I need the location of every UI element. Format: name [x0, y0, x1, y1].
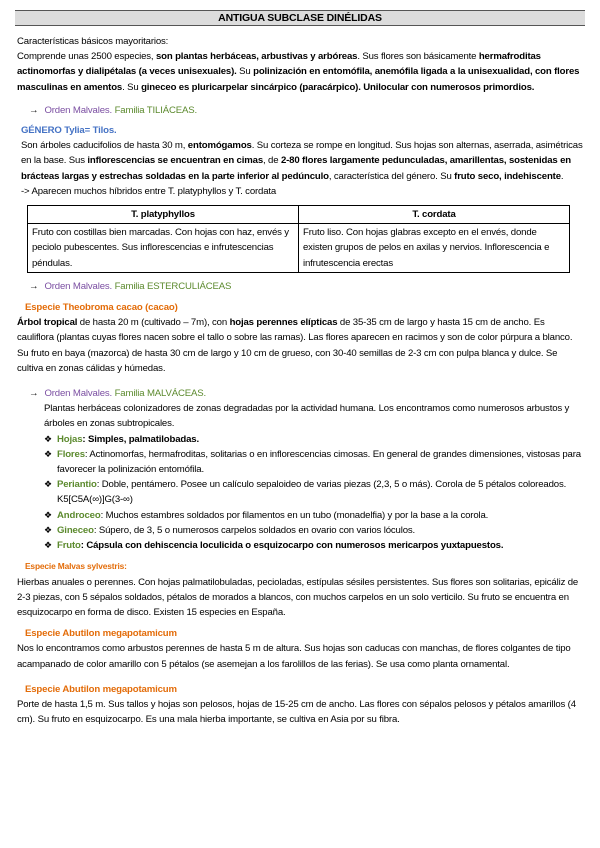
species-abutilon-heading: Especie Abutilon megapotamicum: [25, 628, 177, 640]
family-malvaceas-heading: → Orden Malvales. Familia MALVÁCEAS.: [29, 388, 207, 400]
table-header-row: [28, 206, 570, 224]
family-tiliaceas-heading: → Orden Malvales. Familia TILIÁCEAS.: [29, 104, 198, 116]
table-cell: Fruto liso. Con hojas glabras excepto en el envés, donde existen grupos de pelos en axilas y nervios. Inflorescencia e infrutescencia erectas: [299, 224, 570, 273]
table-cell: Fruto con costillas bien marcadas. Con hojas con haz, envés y peciolo pubescentes. Sus inflorescencias e infrutescencias péndulas.: [28, 224, 299, 273]
species-abutilon-description: Nos lo encontramos como arbustos perennes de hasta 5 m de altura. Sus hojas son caducas con manchas, de flores colgantes de tipo acampanado de color amarillo con 5 pétalos (se asemejan a los farolillos de las ferias). Se usa como planta ornamental.: [17, 643, 571, 670]
diamond-bullet-icon: ❖: [44, 433, 52, 444]
arrow-icon: →: [29, 388, 39, 400]
malvaceas-description: Plantas herbáceas colonizadores de zonas degradadas por la actividad humana. Los encontramos como numerosos arbustos y árboles en zonas subtropicales.: [44, 403, 570, 430]
diamond-bullet-icon: ❖: [44, 509, 52, 520]
page-title: ANTIGUA SUBCLASE DINÉLIDAS: [15, 10, 585, 26]
list-item: ❖ Periantio: Doble, pentámero. Posee un calículo sepaloideo de varias piezas (2,3, 5 o más). Corola de 5 pétalos coloreados. K5[C5A(∞)]G(3-∞): [44, 479, 567, 506]
species-cacao-description: Árbol tropical de hasta 20 m (cultivado – 7m), con hojas perennes elípticas de 35-35 cm de largo y hasta 15 cm de ancho. Es cauliflora (plantas cuyas flores nacen sobre el tallo o sobre las ramas). Las flores aparecen en racimos y son de color púrpura a blanco. Su fruto en baya (mazorca) de hasta 30 cm de largo y 10 cm de grueso, con 30-40 semillas de 2-3 cm con pulpa blanca y dulce. Se cultiva en zonas cálidas y húmedas.: [17, 317, 573, 374]
species-malva-heading: Especie Malvas sylvestris:: [25, 561, 127, 572]
species-abutilon-heading-2: Especie Abutilon megapotamicum: [25, 683, 177, 695]
table-row: [28, 224, 570, 273]
table-header-cell: T. platyphyllos: [28, 206, 299, 224]
genus-tylia-heading: GÉNERO Tylia= Tilos.: [21, 125, 117, 137]
hybrids-note: -> Aparecen muchos híbridos entre T. platyphyllos y T. cordata: [21, 185, 277, 197]
arrow-icon: →: [29, 280, 39, 292]
table-header-cell: T. cordata: [299, 206, 570, 224]
list-item: ❖ Flores: Actinomorfas, hermafroditas, solitarias o en inflorescencias cimosas. En general de grandes dimensiones, vistosas para favorecer la polinización entomófila.: [44, 448, 581, 476]
tilia-comparison-table: [27, 205, 570, 273]
list-item: ❖ Androceo: Muchos estambres soldados por filamentos en un tubo (monadelfia) y por la base a la corola.: [44, 508, 583, 523]
malvaceas-characteristics-list: [17, 432, 583, 554]
diamond-bullet-icon: ❖: [44, 524, 52, 535]
list-item: ❖ Gineceo: Súpero, de 3, 5 o numerosos carpelos soldados en ovario con varios lóculos.: [44, 523, 583, 538]
intro-heading: Características básicos mayoritarios:: [17, 36, 169, 47]
genus-tylia-description: Son árboles caducifolios de hasta 30 m, entomógamos. Su corteza se rompe en longitud. Sus hojas son alternas, aserrada, asimétricas en la base. Sus inflorescencias se encuentran en cimas, de 2-80 flores largamente pedunculadas, amarillentas, sostenidas en brácteas largas y estrechas soldadas en la parte inferior al pedúnculo, característica del género. Su fruto seco, indehiscente.: [21, 140, 583, 182]
arrow-icon: →: [29, 104, 39, 116]
diamond-bullet-icon: ❖: [44, 448, 52, 459]
family-esterculiaceas-heading: → Orden Malvales. Familia ESTERCULIÁCEAS: [29, 280, 232, 292]
list-item: ❖ Fruto: Cápsula con dehiscencia loculicida o esquizocarpo con numerosos mericarpos yuxtapuestos.: [44, 538, 583, 553]
diamond-bullet-icon: ❖: [44, 479, 52, 490]
species-malva-description: Hierbas anuales o perennes. Con hojas palmatilobuladas, pecioladas, estípulas sésiles persistentes. Sus flores son solitarias, epicáliz de 2-3 piezas, con 5 sépalos soldados, pétalos de morados a blancos, con muchos carpelos en un solo verticilo. Su fruto se encuentra en esquizocarpo en forma de disco. Existen 15 especies en España.: [17, 576, 579, 618]
intro-paragraph: Comprende unas 2500 especies, son plantas herbáceas, arbustivas y arbóreas. Sus flores son básicamente hermafroditas actinomorfas y dialipétalas (a veces unisexuales). Su polinización en entomófila, anemófila ligada a la unisexualidad, con flores masculinas en amentos. Su gineceo es pluricarpelar sincárpico (paracárpico). Unilocular con numerosos primordios.: [17, 51, 580, 93]
diamond-bullet-icon: ❖: [44, 540, 52, 551]
list-item: ❖ Hojas: Simples, palmatilobadas.: [44, 432, 583, 447]
species-cacao-heading: Especie Theobroma cacao (cacao): [25, 302, 178, 314]
species-abutilon-description-2: Porte de hasta 1,5 m. Sus tallos y hojas son pelosos, hojas de 15-25 cm de ancho. Las flores con sépalos pelosos y pétalos amarillos (4 cm). Su fruto en esquizocarpo. Es una mala hierba importante, se cultiva en Asia por su fibra.: [17, 698, 576, 726]
